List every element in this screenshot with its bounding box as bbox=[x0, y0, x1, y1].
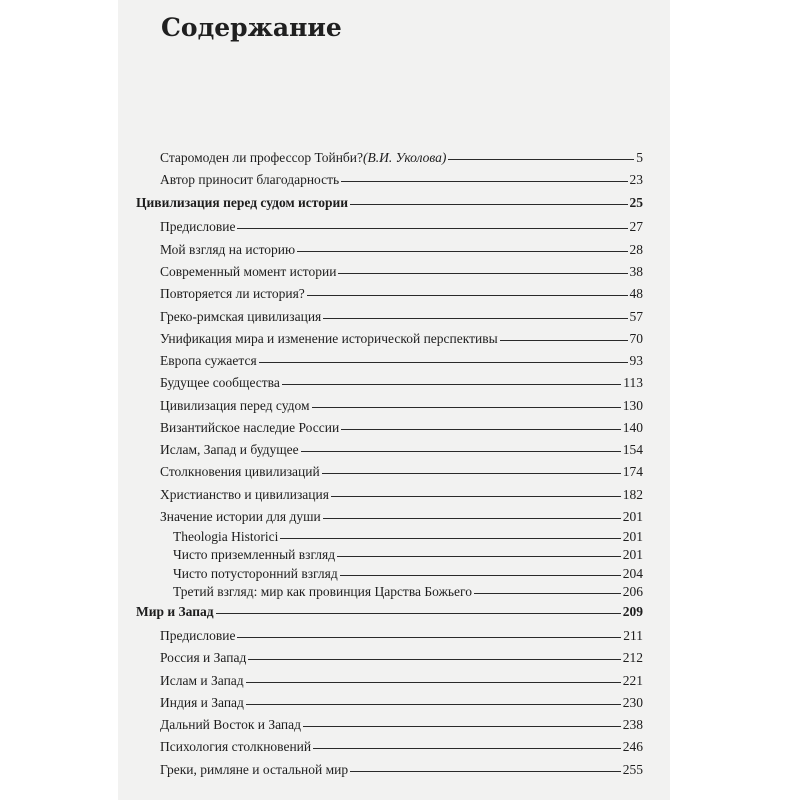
toc-entry-page: 206 bbox=[622, 584, 643, 599]
toc-entry bbox=[160, 509, 643, 529]
leader-dots bbox=[338, 273, 627, 274]
toc-entry-title: Современный момент истории bbox=[160, 264, 337, 279]
toc-entry-page: 28 bbox=[629, 242, 643, 257]
toc-entry bbox=[160, 242, 643, 262]
leader-dots bbox=[323, 518, 621, 519]
toc-entry-title: Ислам и Запад bbox=[160, 673, 244, 688]
toc-entry-page: 27 bbox=[629, 219, 643, 234]
toc-entry-page: 212 bbox=[622, 650, 643, 665]
toc-entry-title: Византийское наследие России bbox=[160, 420, 340, 435]
toc-entry-title: Христианство и цивилизация bbox=[160, 487, 329, 502]
toc-entry-title: Чисто приземленный взгляд bbox=[173, 547, 336, 562]
toc-entry bbox=[160, 219, 643, 239]
toc-entry bbox=[160, 762, 643, 782]
toc-entry-title: Столкновения цивилизаций bbox=[160, 464, 320, 479]
toc-entry-title: Мой взгляд на историю bbox=[160, 242, 296, 257]
toc-entry-title: Theologia Historici bbox=[173, 529, 279, 544]
toc-entry-page: 209 bbox=[622, 604, 643, 619]
toc-entry-page: 246 bbox=[622, 739, 643, 754]
toc-entry-title: Третий взгляд: мир как провинция Царства Божьего bbox=[173, 584, 472, 599]
toc-entry-title: Старомоден ли профессор Тойнби? bbox=[160, 150, 364, 165]
leader-dots bbox=[246, 682, 621, 683]
toc-entry bbox=[160, 375, 643, 395]
toc-entry bbox=[160, 353, 643, 373]
toc-entry bbox=[160, 442, 643, 462]
toc-entry-page: 154 bbox=[622, 442, 643, 457]
toc-entry bbox=[160, 695, 643, 715]
toc-entry-title: Автор приносит благодарность bbox=[160, 172, 340, 187]
toc-entry-title: Предисловие bbox=[160, 219, 236, 234]
book-page bbox=[118, 0, 670, 800]
leader-dots bbox=[307, 295, 628, 296]
leader-dots bbox=[323, 318, 627, 319]
toc-section-title: Цивилизация перед судом истории bbox=[136, 195, 349, 210]
page-title: Содержание bbox=[161, 13, 342, 42]
leader-dots bbox=[474, 593, 621, 594]
leader-dots bbox=[282, 384, 621, 385]
leader-dots bbox=[500, 340, 628, 341]
toc-entry bbox=[160, 628, 643, 648]
toc-entry-page: 255 bbox=[622, 762, 643, 777]
leader-dots bbox=[216, 613, 621, 614]
toc-entry-page: 113 bbox=[623, 375, 643, 390]
toc-entry bbox=[160, 464, 643, 484]
toc-entry-page: 93 bbox=[629, 353, 643, 368]
toc-entry-page: 230 bbox=[622, 695, 643, 710]
leader-dots bbox=[312, 407, 621, 408]
toc-subentry bbox=[173, 529, 643, 549]
leader-dots bbox=[280, 538, 620, 539]
leader-dots bbox=[341, 429, 621, 430]
toc-section-title: Мир и Запад bbox=[136, 604, 214, 619]
toc-entry-title: Дальний Восток и Запад bbox=[160, 717, 302, 732]
toc-entry bbox=[160, 420, 643, 440]
toc-entry-page: 70 bbox=[629, 331, 643, 346]
toc-entry-page: 23 bbox=[629, 172, 643, 187]
leader-dots bbox=[246, 704, 621, 705]
toc-entry-title: Чисто потусторонний взгляд bbox=[173, 566, 338, 581]
toc-entry bbox=[160, 264, 643, 284]
toc-entry bbox=[160, 309, 643, 329]
leader-dots bbox=[303, 726, 621, 727]
toc-entry-title: Греко-римская цивилизация bbox=[160, 309, 322, 324]
leader-dots bbox=[301, 451, 621, 452]
toc-entry-title: Индия и Запад bbox=[160, 695, 244, 710]
toc-entry-title: Ислам, Запад и будущее bbox=[160, 442, 299, 457]
toc-entry bbox=[160, 739, 643, 759]
toc-entry-page: 201 bbox=[622, 547, 643, 562]
leader-dots bbox=[350, 204, 627, 205]
toc-entry-page: 182 bbox=[622, 487, 643, 502]
toc-entry-page: 201 bbox=[622, 529, 643, 544]
toc-subentry bbox=[173, 566, 643, 586]
toc-entry-page: 38 bbox=[629, 264, 643, 279]
toc-entry-title: Россия и Запад bbox=[160, 650, 247, 665]
toc-entry-page: 221 bbox=[622, 673, 643, 688]
leader-dots bbox=[237, 228, 627, 229]
leader-dots bbox=[340, 575, 621, 576]
toc-entry-page: 211 bbox=[623, 628, 643, 643]
toc-entry-page: 201 bbox=[622, 509, 643, 524]
leader-dots bbox=[448, 159, 634, 160]
toc-subentry bbox=[173, 547, 643, 567]
toc-entry-page: 204 bbox=[622, 566, 643, 581]
leader-dots bbox=[237, 637, 621, 638]
toc-entry-title: Предисловие bbox=[160, 628, 236, 643]
toc-entry bbox=[160, 331, 643, 351]
leader-dots bbox=[313, 748, 621, 749]
toc-entry-title: Значение истории для души bbox=[160, 509, 321, 524]
toc-entry bbox=[160, 717, 643, 737]
toc-entry bbox=[160, 150, 643, 170]
toc-entry-page: 48 bbox=[629, 286, 643, 301]
toc-entry-title: Будущее сообщества bbox=[160, 375, 280, 390]
toc-section bbox=[136, 604, 643, 624]
toc-entry-page: 140 bbox=[622, 420, 643, 435]
leader-dots bbox=[331, 496, 621, 497]
leader-dots bbox=[322, 473, 621, 474]
toc-entry bbox=[160, 286, 643, 306]
toc-entry-page: 174 bbox=[622, 464, 643, 479]
toc-entry-title: Унификация мира и изменение исторической перспективы bbox=[160, 331, 498, 346]
leader-dots bbox=[350, 771, 621, 772]
toc-entry bbox=[160, 673, 643, 693]
toc-entry-page: 130 bbox=[622, 398, 643, 413]
toc-section bbox=[136, 195, 643, 215]
toc-entry bbox=[160, 650, 643, 670]
toc-entry-page: 238 bbox=[622, 717, 643, 732]
toc-subentry bbox=[173, 584, 643, 604]
leader-dots bbox=[341, 181, 627, 182]
toc-entry-title: Цивилизация перед судом bbox=[160, 398, 310, 413]
leader-dots bbox=[259, 362, 628, 363]
toc-entry-title: Повторяется ли история? bbox=[160, 286, 305, 301]
toc-entry bbox=[160, 172, 643, 192]
toc-entry-page: 25 bbox=[629, 195, 643, 210]
toc-entry-title: Греки, римляне и остальной мир bbox=[160, 762, 349, 777]
leader-dots bbox=[248, 659, 620, 660]
toc-entry-page: 5 bbox=[636, 150, 643, 165]
toc-entry-title: Психология столкновений bbox=[160, 739, 312, 754]
toc-entry-page: 57 bbox=[629, 309, 643, 324]
leader-dots bbox=[297, 251, 627, 252]
toc-entry bbox=[160, 487, 643, 507]
toc-entry-title: Европа сужается bbox=[160, 353, 257, 368]
toc-entry-author: (В.И. Уколова) bbox=[363, 150, 447, 165]
leader-dots bbox=[337, 556, 621, 557]
toc-entry bbox=[160, 398, 643, 418]
